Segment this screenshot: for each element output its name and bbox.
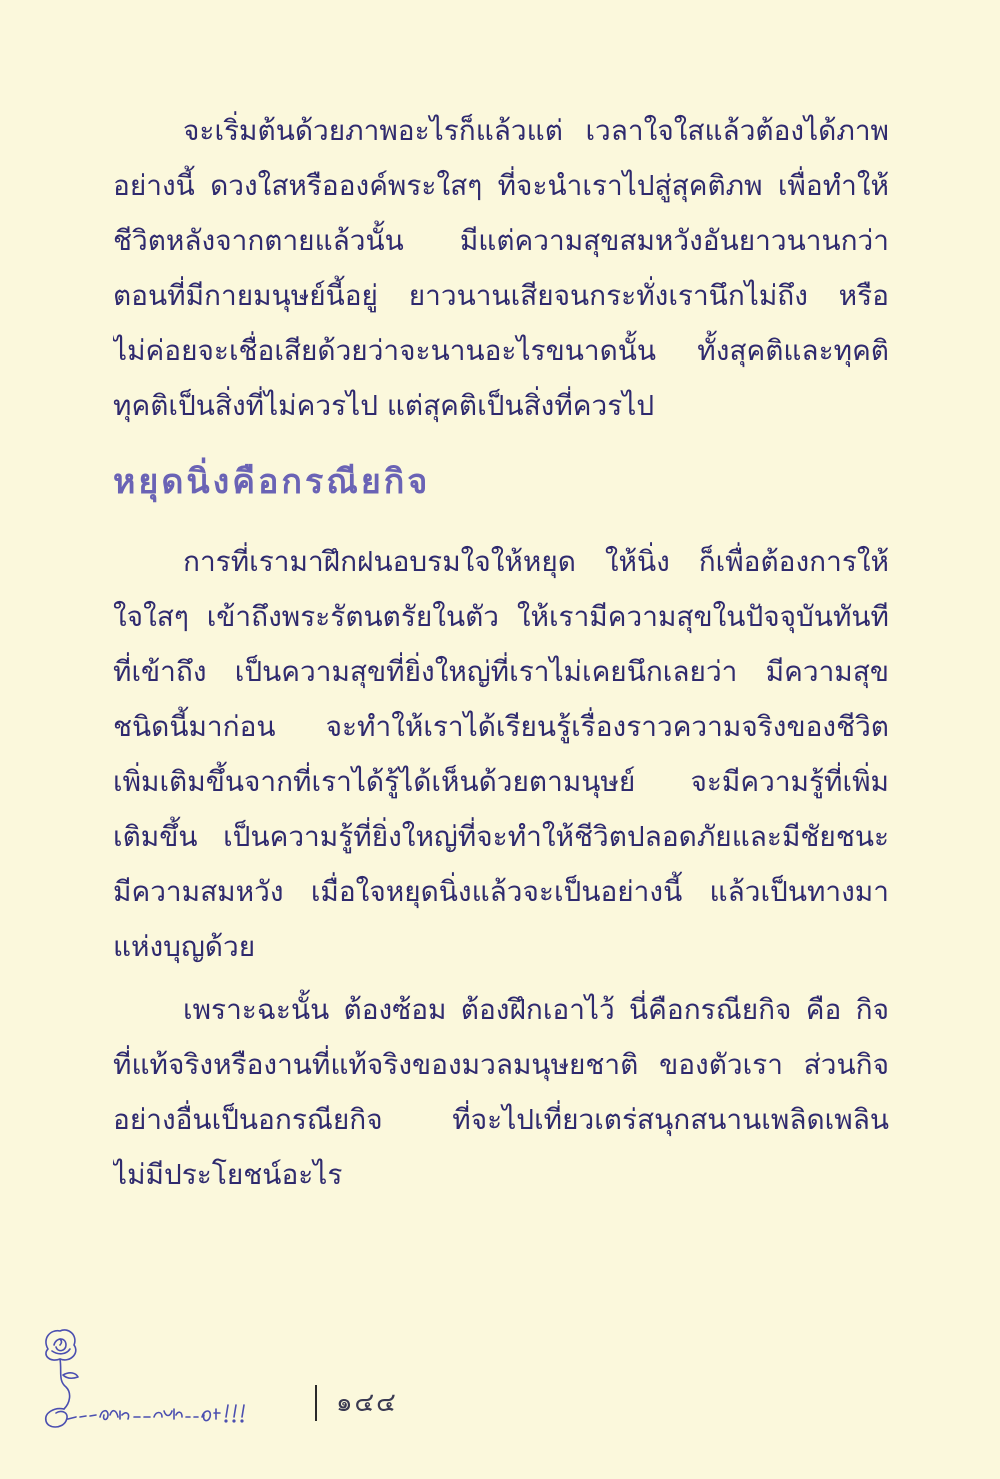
paragraph-line: เติมขึ้น เป็นความรู้ที่ยิ่งใหญ่ที่จะทำให้ชีวิตปลอดภัยและมีชัยชนะ (113, 820, 889, 853)
paragraph-line: ที่แท้จริงหรืองานที่แท้จริงของมวลมนุษยชาติ ของตัวเรา ส่วนกิจ (113, 1048, 889, 1081)
paragraph-2 (113, 534, 889, 974)
footer-divider (315, 1385, 317, 1421)
paragraph-line: มีความสมหวัง เมื่อใจหยุดนิ่งแล้วจะเป็นอย่างนี้ แล้วเป็นทางมา (113, 875, 889, 908)
paragraph-line: ตอนที่มีกายมนุษย์นี้อยู่ ยาวนานเสียจนกระทั่งเรานึกไม่ถึง หรือ (113, 279, 889, 312)
paragraph-line: ที่เข้าถึง เป็นความสุขที่ยิ่งใหญ่ที่เราไม่เคยนึกเลยว่า มีความสุข (113, 655, 889, 688)
paragraph-1 (113, 103, 889, 433)
rose-signature-icon (36, 1325, 306, 1435)
paragraph-line: อย่างอื่นเป็นอกรณียกิจ ที่จะไปเที่ยวเตร่สนุกสนานเพลิดเพลิน (113, 1103, 889, 1136)
paragraph-line: ชีวิตหลังจากตายแล้วนั้น มีแต่ความสุขสมหวังอันยาวนานกว่า (113, 224, 889, 257)
section-heading: หยุดนิ่งคือกรณียกิจ (113, 462, 431, 502)
paragraph-line: อย่างนี้ ดวงใสหรือองค์พระใสๆ ที่จะนำเราไปสู่สุคติภพ เพื่อทำให้ (113, 169, 889, 202)
paragraph-line: เพราะฉะนั้น ต้องซ้อม ต้องฝึกเอาไว้ นี่คือกรณียกิจ คือ กิจ (183, 993, 889, 1026)
paragraph-line: เพิ่มเติมขึ้นจากที่เราได้รู้ได้เห็นด้วยตามนุษย์ จะมีความรู้ที่เพิ่ม (113, 765, 889, 798)
paragraph-line: ชนิดนี้มาก่อน จะทำให้เราได้เรียนรู้เรื่องราวความจริงของชีวิต (113, 710, 889, 743)
page-number: ๑๔๔ (336, 1388, 398, 1418)
paragraph-line: จะเริ่มต้นด้วยภาพอะไรก็แล้วแต่ เวลาใจใสแล้วต้องได้ภาพ (183, 114, 889, 147)
paragraph-3 (113, 982, 889, 1202)
paragraph-line: ไม่ค่อยจะเชื่อเสียด้วยว่าจะนานอะไรขนาดนั้น ทั้งสุคติและทุคติ (113, 334, 889, 367)
page-footer (36, 1325, 456, 1435)
paragraph-line: การที่เรามาฝึกฝนอบรมใจให้หยุด ให้นิ่ง ก็เพื่อต้องการให้ (183, 545, 889, 578)
paragraph-line: ทุคติเป็นสิ่งที่ไม่ควรไป แต่สุคติเป็นสิ่งที่ควรไป (113, 389, 655, 422)
paragraph-line: ใจใสๆ เข้าถึงพระรัตนตรัยในตัว ให้เรามีความสุขในปัจจุบันทันที (113, 600, 889, 633)
paragraph-line: ไม่มีประโยชน์อะไร (113, 1158, 343, 1191)
paragraph-line: แห่งบุญด้วย (113, 930, 256, 963)
